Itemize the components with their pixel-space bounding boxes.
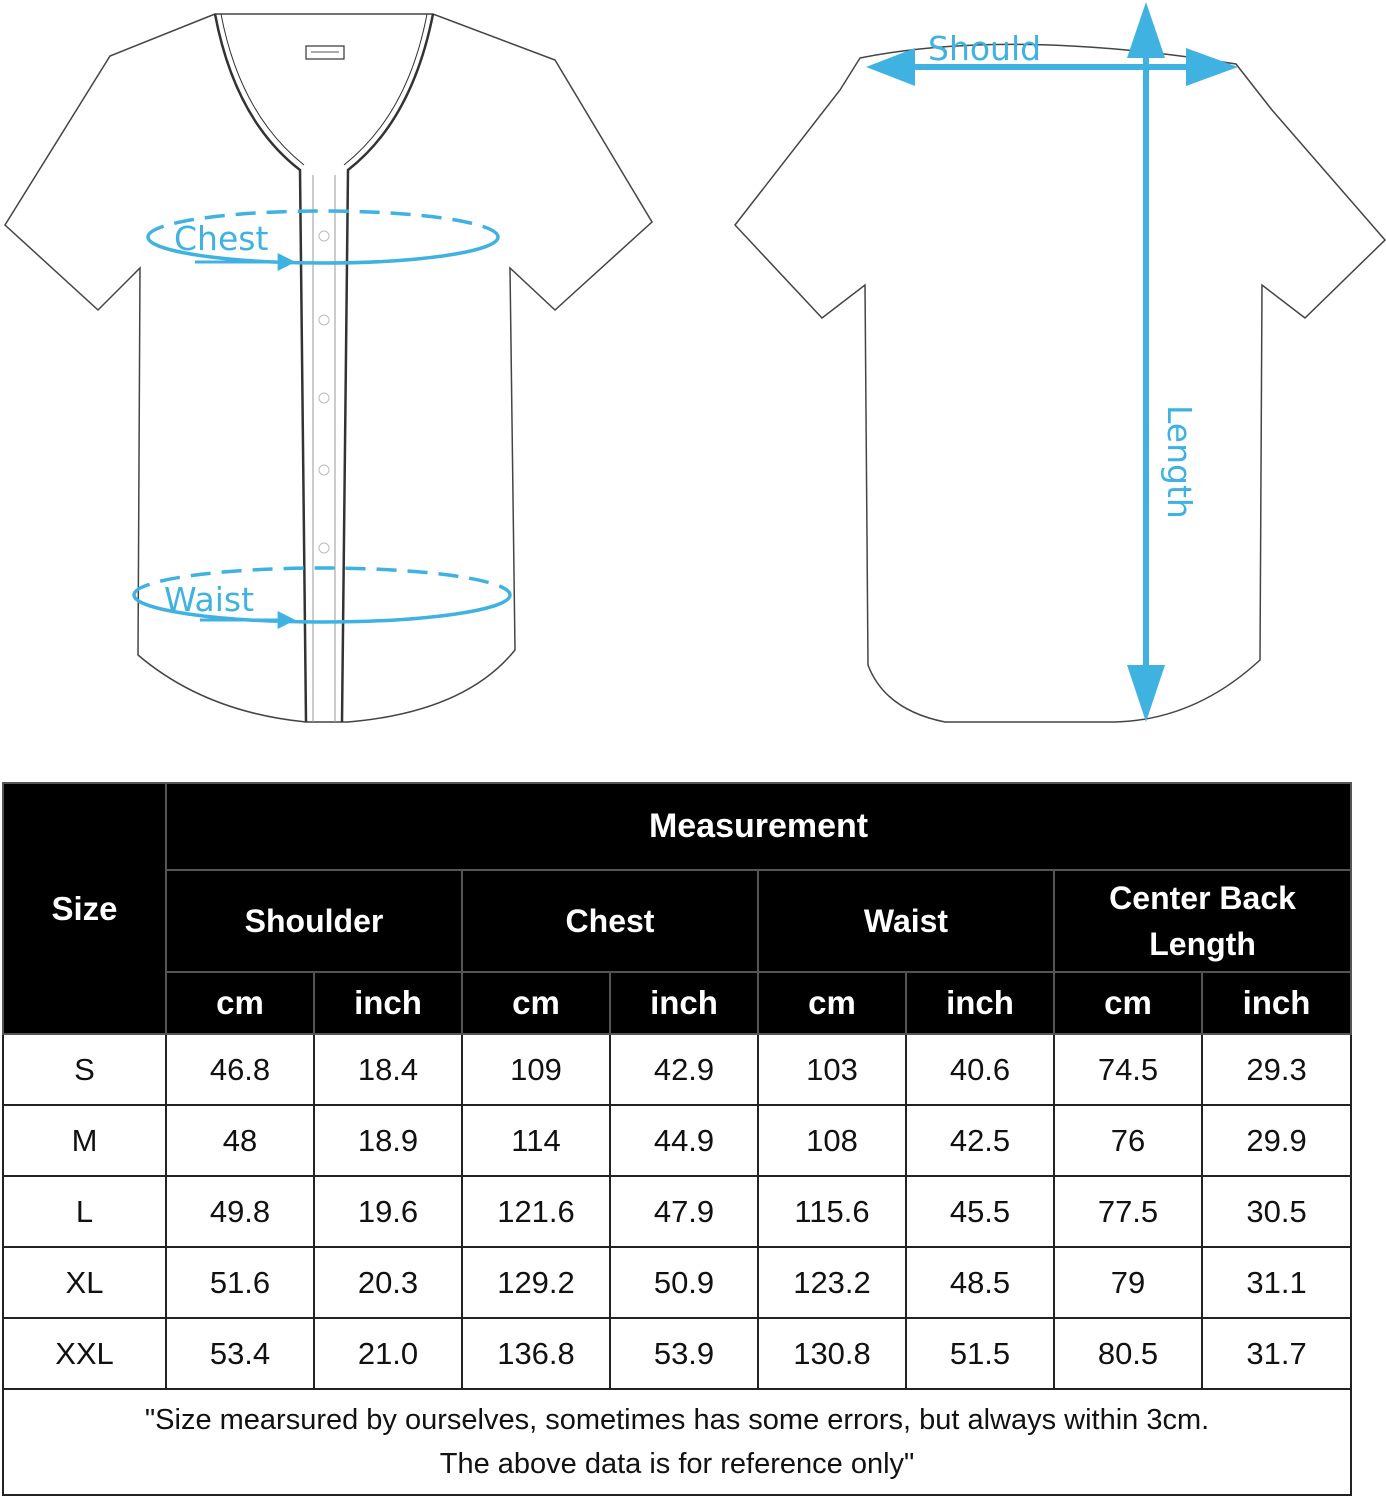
brand-tag [306,46,344,59]
table-row [3,1318,1351,1389]
table-row [3,1034,1351,1105]
back-shirt-outline [735,44,1385,722]
value-cell: 42.5 [906,1105,1054,1176]
value-cell: 50.9 [610,1247,758,1318]
disclaimer-line-2: The above data is for reference only" [439,1448,915,1480]
value-cell: 53.4 [166,1318,314,1389]
value-cell: 40.6 [906,1034,1054,1105]
table-row [3,1176,1351,1247]
length-label: Length [1160,405,1199,519]
unit-header: cm [1054,972,1202,1034]
value-cell: 80.5 [1054,1318,1202,1389]
table-row [3,1105,1351,1176]
value-cell: 31.7 [1202,1318,1351,1389]
value-cell: 109 [462,1034,610,1105]
unit-header: cm [462,972,610,1034]
disclaimer-note [3,1389,1351,1495]
value-cell: 29.3 [1202,1034,1351,1105]
value-cell: 136.8 [462,1318,610,1389]
value-cell: 48.5 [906,1247,1054,1318]
value-cell: 74.5 [1054,1034,1202,1105]
unit-header: inch [1202,972,1351,1034]
value-cell: 45.5 [906,1176,1054,1247]
value-cell: 114 [462,1105,610,1176]
value-cell: 49.8 [166,1176,314,1247]
shirt-measurement-diagram [0,0,1386,740]
value-cell: 42.9 [610,1034,758,1105]
value-cell: 121.6 [462,1176,610,1247]
front-shirt-outline [5,14,652,722]
value-cell: 20.3 [314,1247,462,1318]
category-header-length: Center Back Length [1054,870,1351,972]
measurement-header: Measurement [166,783,1351,870]
value-cell: 108 [758,1105,906,1176]
unit-header: inch [610,972,758,1034]
value-cell: 51.6 [166,1247,314,1318]
value-cell: 76 [1054,1105,1202,1176]
category-header-waist: Waist [758,870,1054,972]
value-cell: 130.8 [758,1318,906,1389]
chest-label: Chest [174,219,269,258]
category-header-shoulder: Shoulder [166,870,462,972]
value-cell: 47.9 [610,1176,758,1247]
value-cell: 29.9 [1202,1105,1351,1176]
size-cell: XL [3,1247,166,1318]
value-cell: 18.9 [314,1105,462,1176]
size-cell: M [3,1105,166,1176]
value-cell: 77.5 [1054,1176,1202,1247]
size-cell: S [3,1034,166,1105]
unit-header: cm [758,972,906,1034]
value-cell: 44.9 [610,1105,758,1176]
disclaimer-line-1: "Size mearsured by ourselves, sometimes has some errors, but always within 3cm. [144,1404,1210,1436]
shoulder-label: Should [928,29,1042,68]
value-cell: 48 [166,1105,314,1176]
value-cell: 103 [758,1034,906,1105]
size-cell: XXL [3,1318,166,1389]
waist-label: Waist [164,580,255,619]
value-cell: 53.9 [610,1318,758,1389]
unit-header: inch [906,972,1054,1034]
size-cell: L [3,1176,166,1247]
category-header-chest: Chest [462,870,758,972]
value-cell: 30.5 [1202,1176,1351,1247]
size-chart-table [2,782,1352,1496]
value-cell: 79 [1054,1247,1202,1318]
value-cell: 21.0 [314,1318,462,1389]
value-cell: 46.8 [166,1034,314,1105]
value-cell: 123.2 [758,1247,906,1318]
unit-header: cm [166,972,314,1034]
value-cell: 18.4 [314,1034,462,1105]
size-header: Size [3,783,166,1034]
table-row [3,1247,1351,1318]
value-cell: 129.2 [462,1247,610,1318]
value-cell: 51.5 [906,1318,1054,1389]
value-cell: 31.1 [1202,1247,1351,1318]
value-cell: 19.6 [314,1176,462,1247]
value-cell: 115.6 [758,1176,906,1247]
unit-header: inch [314,972,462,1034]
